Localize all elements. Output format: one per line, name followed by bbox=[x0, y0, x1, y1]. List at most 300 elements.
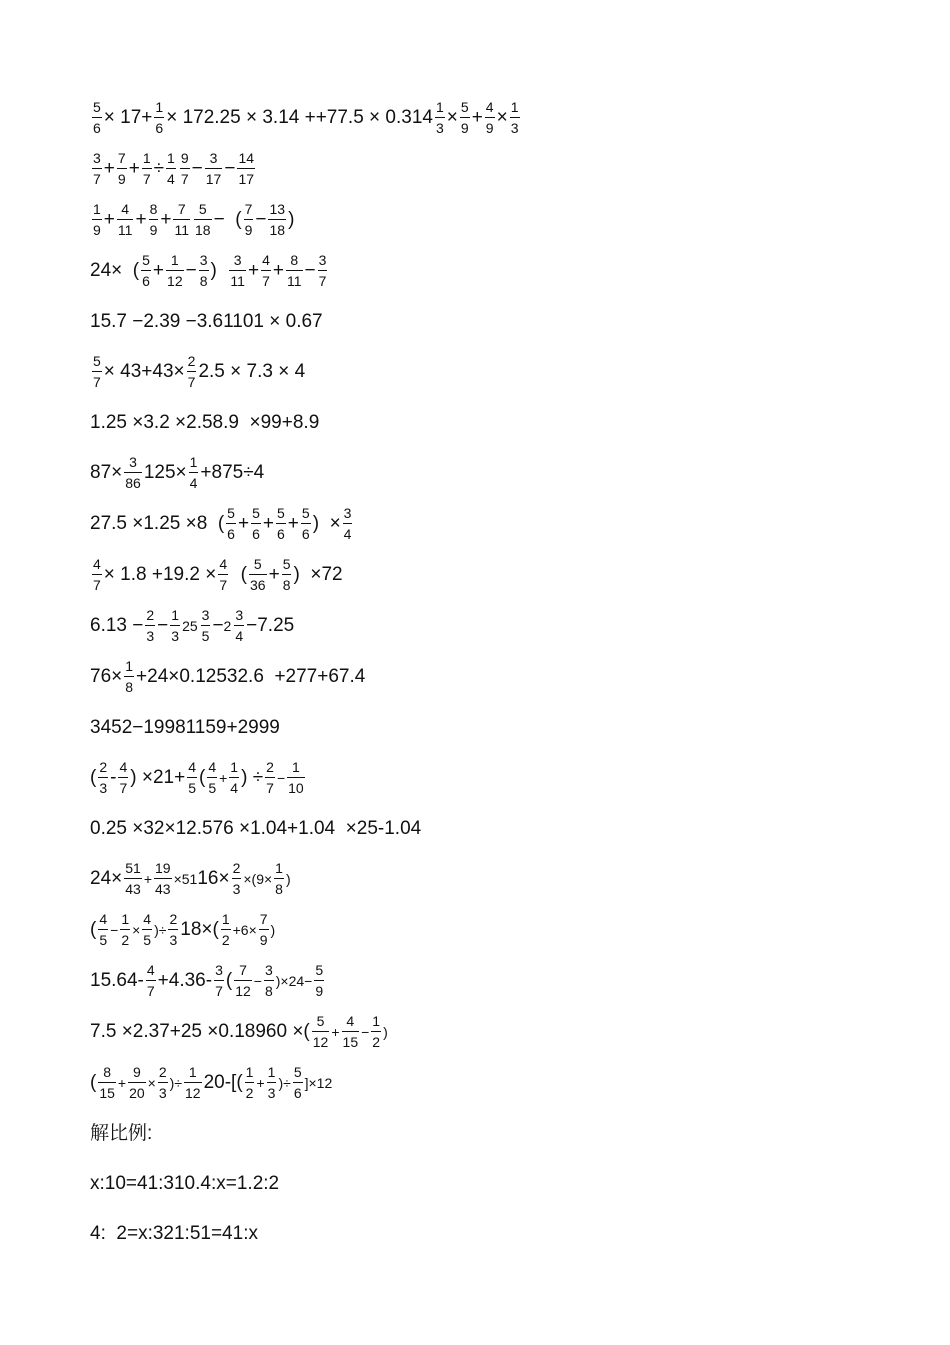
fraction-numerator: 5 bbox=[316, 1013, 325, 1029]
fraction-denominator: 4 bbox=[343, 526, 352, 542]
exercise-line bbox=[90, 1108, 890, 1158]
fraction bbox=[189, 454, 199, 491]
expression-small-text: + bbox=[331, 1023, 340, 1040]
fraction-numerator: 3 bbox=[343, 505, 352, 521]
expression-small-text: )÷ bbox=[154, 921, 167, 938]
expression-text: 2.5 × 7.3 × 4 bbox=[198, 361, 306, 382]
expression-small-text: ]×12 bbox=[304, 1074, 333, 1091]
expression-text: 24× bbox=[90, 868, 123, 889]
fraction-numerator: 4 bbox=[346, 1013, 355, 1029]
fraction-bar bbox=[120, 929, 130, 930]
expression-text: + bbox=[247, 260, 260, 281]
expression-text: − bbox=[185, 260, 197, 281]
expression-small-text: − bbox=[110, 921, 119, 938]
expression-text: 3452−19981159+2999 bbox=[90, 716, 280, 738]
fraction-bar bbox=[142, 929, 152, 930]
fraction bbox=[265, 759, 275, 796]
fraction-denominator: 7 bbox=[215, 983, 223, 999]
fraction-denominator: 9 bbox=[485, 120, 494, 136]
fraction-denominator: 5 bbox=[99, 932, 108, 948]
fraction-bar bbox=[485, 117, 495, 118]
fraction-bar bbox=[282, 574, 292, 575]
fraction-bar bbox=[199, 270, 209, 271]
fraction-denominator: 5 bbox=[143, 932, 152, 948]
expression-text: × bbox=[496, 107, 508, 128]
expression-text: 4: 2=x:321:51=41:x bbox=[90, 1222, 258, 1244]
fraction-denominator: 43 bbox=[125, 881, 141, 897]
expression-small-text: )÷ bbox=[278, 1074, 291, 1091]
fraction-denominator: 8 bbox=[125, 679, 134, 695]
expression-text: + bbox=[272, 260, 284, 281]
fraction-bar bbox=[234, 625, 244, 626]
fraction-numerator: 1 bbox=[188, 1064, 197, 1080]
expression-small-text: − bbox=[276, 769, 286, 786]
fraction-numerator: 5 bbox=[276, 505, 285, 521]
fraction-denominator: 11 bbox=[174, 222, 190, 238]
fraction bbox=[146, 962, 156, 999]
fraction bbox=[98, 1064, 116, 1101]
expression-text: ) ÷ bbox=[241, 767, 264, 788]
fraction-numerator: 2 bbox=[266, 759, 274, 775]
expression-text: × 17+ bbox=[103, 107, 153, 128]
exercise-line bbox=[90, 194, 890, 245]
fraction-bar bbox=[158, 1082, 168, 1083]
fraction bbox=[244, 201, 254, 238]
fraction-denominator: 9 bbox=[117, 171, 126, 187]
expression-text: ( bbox=[225, 970, 233, 991]
fraction-denominator: 15 bbox=[342, 1034, 359, 1050]
exercise-line bbox=[90, 245, 890, 296]
fraction bbox=[276, 505, 286, 542]
fraction-denominator: 5 bbox=[208, 780, 217, 796]
fraction-denominator: 3 bbox=[169, 932, 178, 948]
fraction-numerator: 8 bbox=[149, 201, 158, 217]
fraction-numerator: 1 bbox=[292, 759, 300, 775]
fraction-denominator: 2 bbox=[245, 1085, 254, 1101]
fraction-numerator: 7 bbox=[259, 911, 268, 927]
fraction-denominator: 8 bbox=[282, 577, 291, 593]
exercise-line bbox=[90, 1057, 890, 1108]
expression-text: 0.25 ×32×12.576 ×1.04+1.04 ×25-1.04 bbox=[90, 817, 422, 839]
exercise-line bbox=[90, 397, 890, 447]
fraction-bar bbox=[187, 371, 197, 372]
expression-text: + bbox=[160, 209, 172, 230]
fraction-numerator: 2 bbox=[232, 860, 241, 876]
fraction bbox=[92, 556, 102, 593]
fraction-denominator: 17 bbox=[238, 171, 255, 187]
expression-text: − bbox=[255, 209, 267, 230]
fraction-bar bbox=[166, 168, 176, 169]
fraction-bar bbox=[98, 929, 108, 930]
fraction-numerator: 4 bbox=[93, 556, 101, 572]
fraction bbox=[166, 150, 176, 187]
fraction bbox=[343, 505, 353, 542]
exercise-line bbox=[90, 955, 890, 1006]
fraction-denominator: 86 bbox=[125, 475, 141, 491]
fraction-numerator: 3 bbox=[215, 962, 223, 978]
fraction-bar bbox=[194, 219, 212, 220]
fraction-numerator: 3 bbox=[233, 252, 242, 268]
fraction-bar bbox=[149, 219, 159, 220]
fraction-numerator: 5 bbox=[301, 505, 310, 521]
fraction-denominator: 3 bbox=[171, 628, 180, 644]
fraction bbox=[92, 353, 102, 390]
expression-text: × 43+43× bbox=[103, 361, 185, 382]
expression-text: + bbox=[262, 513, 274, 534]
expression-small-text: )×24− bbox=[275, 972, 313, 989]
fraction bbox=[226, 505, 236, 542]
expression-text: 6.13 − bbox=[90, 615, 144, 636]
fraction bbox=[259, 911, 269, 948]
exercise-line bbox=[90, 549, 890, 600]
expression-text: + bbox=[471, 107, 483, 128]
fraction-denominator: 2 bbox=[221, 932, 230, 948]
fraction bbox=[180, 150, 190, 187]
fraction-numerator: 5 bbox=[142, 252, 150, 268]
fraction bbox=[199, 252, 209, 289]
fraction-numerator: 51 bbox=[125, 860, 141, 876]
fraction bbox=[282, 556, 292, 593]
fraction-numerator: 3 bbox=[199, 252, 208, 268]
fraction bbox=[158, 1064, 168, 1101]
expression-text: + bbox=[128, 158, 140, 179]
fraction-bar bbox=[268, 219, 286, 220]
fraction-denominator: 9 bbox=[93, 222, 101, 238]
fraction-denominator: 7 bbox=[318, 273, 327, 289]
fraction-numerator: 5 bbox=[93, 353, 101, 369]
fraction-bar bbox=[92, 371, 102, 372]
fraction bbox=[301, 505, 311, 542]
fraction bbox=[229, 252, 246, 289]
fraction-numerator: 5 bbox=[252, 505, 260, 521]
fraction bbox=[371, 1013, 381, 1050]
fraction-numerator: 2 bbox=[158, 1064, 167, 1080]
fraction-denominator: 6 bbox=[301, 526, 310, 542]
fraction-bar bbox=[293, 1082, 303, 1083]
expression-text: 解比例: bbox=[90, 1122, 153, 1144]
fraction bbox=[205, 150, 223, 187]
fraction bbox=[234, 607, 244, 644]
expression-text: 18×( bbox=[180, 919, 219, 940]
fraction-bar bbox=[173, 219, 190, 220]
expression-text: ( bbox=[90, 767, 97, 788]
fraction-numerator: 5 bbox=[460, 99, 469, 115]
expression-text: + bbox=[237, 513, 250, 534]
fraction-numerator: 1 bbox=[435, 99, 444, 115]
exercise-line bbox=[90, 498, 890, 549]
fraction-denominator: 7 bbox=[142, 171, 151, 187]
fraction-denominator: 5 bbox=[188, 780, 196, 796]
fraction-numerator: 1 bbox=[189, 454, 198, 470]
fraction bbox=[154, 99, 164, 136]
fraction-denominator: 7 bbox=[93, 577, 101, 593]
fraction-denominator: 3 bbox=[232, 881, 241, 897]
fraction bbox=[318, 252, 328, 289]
fraction-numerator: 8 bbox=[103, 1064, 112, 1080]
fraction bbox=[117, 150, 127, 187]
exercise-line bbox=[90, 1006, 890, 1057]
fraction-bar bbox=[274, 878, 284, 879]
expression-text: ÷ bbox=[153, 158, 165, 179]
fraction-bar bbox=[128, 1082, 146, 1083]
fraction-bar bbox=[154, 117, 164, 118]
fraction bbox=[207, 759, 217, 796]
fraction-denominator: 9 bbox=[460, 120, 469, 136]
exercise-line bbox=[90, 92, 890, 143]
expression-small-text: )÷ bbox=[169, 1074, 183, 1091]
fraction-numerator: 4 bbox=[485, 99, 494, 115]
fraction-bar bbox=[92, 117, 102, 118]
expression-text: ( bbox=[198, 767, 206, 788]
expression-text: − bbox=[157, 615, 169, 636]
fraction-denominator: 12 bbox=[167, 273, 183, 289]
fraction-bar bbox=[342, 1031, 360, 1032]
fraction-numerator: 4 bbox=[146, 962, 155, 978]
expression-small-text: + bbox=[219, 769, 228, 786]
fraction-denominator: 6 bbox=[276, 526, 285, 542]
fraction-bar bbox=[92, 168, 102, 169]
fraction bbox=[221, 911, 231, 948]
exercise-line bbox=[90, 447, 890, 498]
fraction-denominator: 18 bbox=[195, 222, 211, 238]
fraction-bar bbox=[232, 878, 242, 879]
fraction-bar bbox=[180, 168, 190, 169]
exercise-line bbox=[90, 702, 890, 752]
fraction bbox=[168, 911, 178, 948]
expression-text: 87× bbox=[90, 462, 123, 483]
expression-small-text: ) bbox=[383, 1023, 388, 1040]
fraction-bar bbox=[221, 929, 231, 930]
expression-text: + bbox=[268, 564, 280, 585]
exercise-line bbox=[90, 600, 890, 651]
expression-text: − bbox=[191, 158, 203, 179]
fraction bbox=[237, 150, 255, 187]
mixed-number bbox=[182, 607, 212, 644]
fraction bbox=[293, 1064, 303, 1101]
fraction-denominator: 6 bbox=[155, 120, 164, 136]
fraction-numerator: 1 bbox=[121, 911, 130, 927]
expression-small-text: ×(9× bbox=[243, 870, 273, 887]
fraction-denominator: 4 bbox=[230, 780, 239, 796]
fraction-numerator: 7 bbox=[244, 201, 253, 217]
fraction-bar bbox=[166, 270, 184, 271]
fraction-bar bbox=[124, 878, 142, 879]
fraction-numerator: 5 bbox=[93, 99, 101, 115]
expression-small-text: + bbox=[143, 870, 152, 887]
fraction-numerator: 1 bbox=[125, 658, 134, 674]
fraction-numerator: 5 bbox=[293, 1064, 302, 1080]
fraction-numerator: 1 bbox=[170, 252, 179, 268]
fraction bbox=[460, 99, 470, 136]
fraction-numerator: 19 bbox=[155, 860, 171, 876]
fraction-denominator: 9 bbox=[315, 983, 324, 999]
fraction-bar bbox=[201, 625, 211, 626]
fraction-denominator: 12 bbox=[312, 1034, 329, 1050]
fraction-numerator: 2 bbox=[169, 911, 178, 927]
fraction-bar bbox=[267, 1082, 277, 1083]
expression-text: × bbox=[446, 107, 458, 128]
fraction-denominator: 6 bbox=[293, 1085, 302, 1101]
fraction-bar bbox=[154, 878, 172, 879]
fraction-numerator: 5 bbox=[227, 505, 235, 521]
expression-text: − bbox=[212, 615, 224, 636]
fraction-bar bbox=[124, 472, 142, 473]
fraction bbox=[141, 252, 151, 289]
expression-small-text: × bbox=[132, 921, 141, 938]
fraction-denominator: 3 bbox=[510, 120, 519, 136]
fraction-denominator: 7 bbox=[119, 780, 128, 796]
mixed-number bbox=[224, 607, 247, 644]
fraction bbox=[170, 607, 180, 644]
fraction-numerator: 4 bbox=[143, 911, 152, 927]
fraction-numerator: 4 bbox=[188, 759, 196, 775]
fraction-bar bbox=[251, 523, 261, 524]
expression-small-text: ×51 bbox=[173, 870, 198, 887]
fraction-bar bbox=[245, 1082, 255, 1083]
exercise-line bbox=[90, 346, 890, 397]
fraction bbox=[286, 252, 303, 289]
expression-small-text: ) bbox=[270, 921, 276, 938]
fraction bbox=[145, 607, 155, 644]
fraction-bar bbox=[244, 219, 254, 220]
fraction-denominator: 43 bbox=[155, 881, 171, 897]
fraction bbox=[187, 353, 197, 390]
expression-text: 125× bbox=[143, 462, 187, 483]
fraction bbox=[201, 607, 211, 644]
fraction-denominator: 7 bbox=[187, 374, 196, 390]
fraction-denominator: 9 bbox=[149, 222, 158, 238]
fraction-bar bbox=[371, 1031, 381, 1032]
fraction-numerator: 2 bbox=[146, 607, 155, 623]
fraction-denominator: 5 bbox=[201, 628, 210, 644]
fraction-bar bbox=[92, 574, 102, 575]
expression-small-text: +6× bbox=[232, 921, 257, 938]
expression-text: 15.7 −2.39 −3.61101 × 0.67 bbox=[90, 310, 323, 332]
fraction-denominator: 6 bbox=[142, 273, 150, 289]
fraction bbox=[124, 860, 142, 897]
expression-text: ) ×72 bbox=[293, 564, 343, 585]
fraction-denominator: 11 bbox=[230, 273, 245, 289]
fraction-numerator: 3 bbox=[129, 454, 137, 470]
fraction-numerator: 1 bbox=[245, 1064, 254, 1080]
fraction bbox=[149, 201, 159, 238]
fraction-numerator: 5 bbox=[253, 556, 262, 572]
expression-text: - bbox=[110, 767, 117, 788]
fraction-bar bbox=[142, 168, 152, 169]
fraction-bar bbox=[276, 523, 286, 524]
fraction bbox=[261, 252, 271, 289]
fraction-numerator: 5 bbox=[282, 556, 291, 572]
exercise-line bbox=[90, 1208, 890, 1258]
fraction-numerator: 9 bbox=[180, 150, 189, 166]
fraction-denominator: 4 bbox=[167, 171, 175, 187]
fraction-numerator: 2 bbox=[187, 353, 196, 369]
exercise-line bbox=[90, 803, 890, 853]
expression-text: + bbox=[103, 158, 115, 179]
fraction-denominator: 7 bbox=[180, 171, 189, 187]
fraction-denominator: 9 bbox=[244, 222, 253, 238]
expression-text: 7.5 ×2.37+25 ×0.18960 ×( bbox=[90, 1021, 310, 1042]
fraction-numerator: 5 bbox=[315, 962, 324, 978]
fraction-denominator: 10 bbox=[288, 780, 304, 796]
fraction-denominator: 2 bbox=[372, 1034, 381, 1050]
fraction-numerator: 3 bbox=[235, 607, 244, 623]
fraction-numerator: 3 bbox=[201, 607, 210, 623]
fraction-numerator: 1 bbox=[267, 1064, 276, 1080]
fraction-bar bbox=[141, 270, 151, 271]
fraction-numerator: 2 bbox=[99, 759, 108, 775]
fraction bbox=[117, 201, 134, 238]
fraction bbox=[232, 860, 242, 897]
fraction-bar bbox=[229, 270, 246, 271]
mixed-number-whole: 2 bbox=[223, 617, 232, 634]
expression-text: + bbox=[103, 209, 115, 230]
fraction-denominator: 2 bbox=[121, 932, 130, 948]
fraction-denominator: 7 bbox=[262, 273, 270, 289]
fraction bbox=[342, 1013, 360, 1050]
fraction-bar bbox=[98, 1082, 116, 1083]
fraction-bar bbox=[318, 270, 328, 271]
fraction bbox=[184, 1064, 202, 1101]
expression-small-text: + bbox=[117, 1074, 127, 1091]
fraction-denominator: 8 bbox=[275, 881, 283, 897]
fraction-numerator: 4 bbox=[121, 201, 130, 217]
fraction-numerator: 1 bbox=[171, 607, 180, 623]
fraction-denominator: 3 bbox=[267, 1085, 276, 1101]
fraction bbox=[249, 556, 267, 593]
fraction-bar bbox=[259, 929, 269, 930]
fraction bbox=[120, 911, 130, 948]
fraction-numerator: 7 bbox=[239, 962, 247, 978]
fraction-numerator: 7 bbox=[117, 150, 126, 166]
fraction bbox=[187, 759, 197, 796]
fraction-bar bbox=[168, 929, 178, 930]
exercise-line bbox=[90, 651, 890, 702]
fraction bbox=[98, 911, 108, 948]
expression-text: x:10=41:310.4:x=1.2:2 bbox=[90, 1172, 280, 1194]
fraction bbox=[124, 454, 142, 491]
fraction-denominator: 3 bbox=[435, 120, 444, 136]
fraction-bar bbox=[118, 777, 128, 778]
fraction-bar bbox=[301, 523, 311, 524]
fraction-bar bbox=[287, 777, 305, 778]
expression-text: +4.36- bbox=[157, 970, 213, 991]
expression-text: −7.25 bbox=[246, 615, 295, 636]
fraction-bar bbox=[124, 676, 134, 677]
exercise-line bbox=[90, 904, 890, 955]
fraction bbox=[245, 1064, 255, 1101]
fraction-denominator: 6 bbox=[93, 120, 101, 136]
fraction bbox=[287, 759, 305, 796]
fraction-numerator: 1 bbox=[142, 150, 151, 166]
fraction-numerator: 1 bbox=[155, 99, 164, 115]
expression-text: 76× bbox=[90, 666, 123, 687]
fraction bbox=[251, 505, 261, 542]
fraction-denominator: 12 bbox=[185, 1085, 201, 1101]
fraction-denominator: 4 bbox=[189, 475, 198, 491]
expression-text: ) ×21+ bbox=[130, 767, 186, 788]
expression-small-text: × bbox=[147, 1074, 156, 1091]
fraction bbox=[229, 759, 239, 796]
fraction bbox=[142, 911, 152, 948]
expression-text: + bbox=[287, 513, 299, 534]
exercise-line bbox=[90, 853, 890, 904]
fraction bbox=[92, 99, 102, 136]
fraction-bar bbox=[249, 574, 267, 575]
fraction-bar bbox=[435, 117, 445, 118]
fraction bbox=[267, 1064, 277, 1101]
fraction-denominator: 8 bbox=[264, 983, 273, 999]
